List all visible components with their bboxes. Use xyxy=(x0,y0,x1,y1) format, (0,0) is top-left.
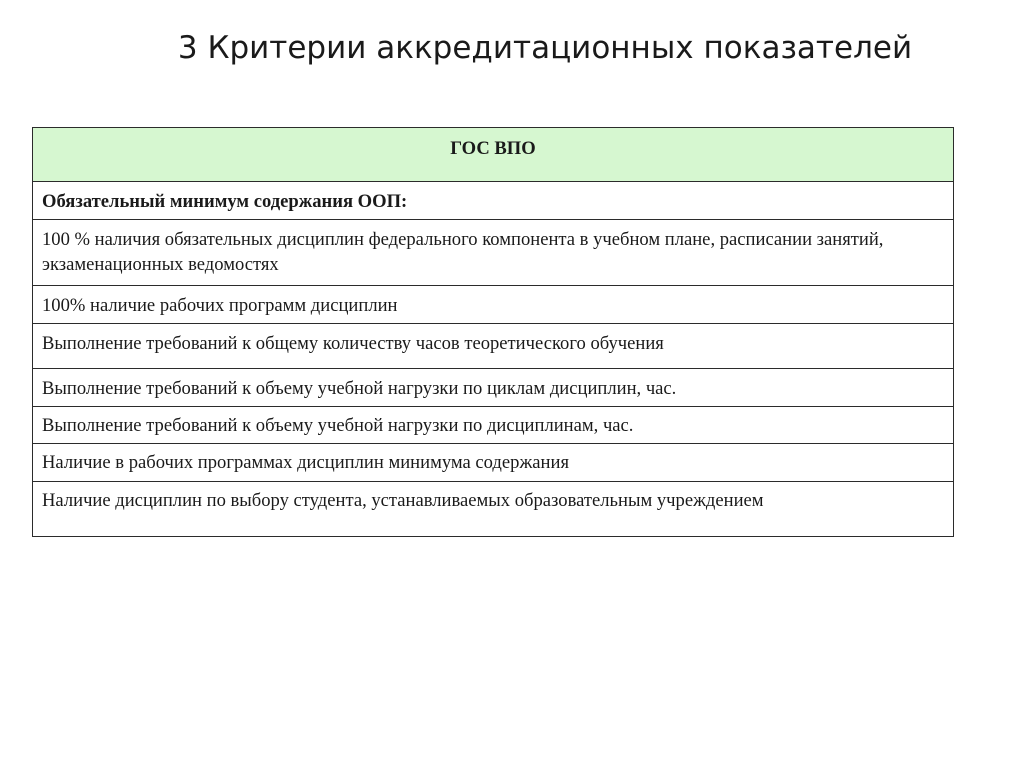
table-cell: 100 % наличия обязательных дисциплин федерального компонента в учебном плане, расписании занятий, экзаменационных ведомостях xyxy=(33,220,954,286)
table-cell: Наличие дисциплин по выбору студента, устанавливаемых образовательным учреждением xyxy=(33,482,954,537)
criteria-table xyxy=(32,127,954,537)
table-row xyxy=(33,324,954,369)
table-row xyxy=(33,482,954,537)
table-header-row xyxy=(33,128,954,182)
table-cell: Наличие в рабочих программах дисциплин минимума содержания xyxy=(33,444,954,482)
table-header-cell: ГОС ВПО xyxy=(33,128,954,182)
table-row xyxy=(33,220,954,286)
table-cell: Выполнение требований к общему количеству часов теоретического обучения xyxy=(33,324,954,369)
table-row xyxy=(33,369,954,407)
table-cell: 100% наличие рабочих программ дисциплин xyxy=(33,286,954,324)
section-label-cell: Обязательный минимум содержания ООП: xyxy=(33,182,954,220)
table-row xyxy=(33,444,954,482)
table-row xyxy=(33,407,954,444)
table-section-row xyxy=(33,182,954,220)
slide-title: 3 Критерии аккредитационных показателей xyxy=(177,30,913,66)
table-row xyxy=(33,286,954,324)
table-cell: Выполнение требований к объему учебной нагрузки по дисциплинам, час. xyxy=(33,407,954,444)
table-cell: Выполнение требований к объему учебной нагрузки по циклам дисциплин, час. xyxy=(33,369,954,407)
